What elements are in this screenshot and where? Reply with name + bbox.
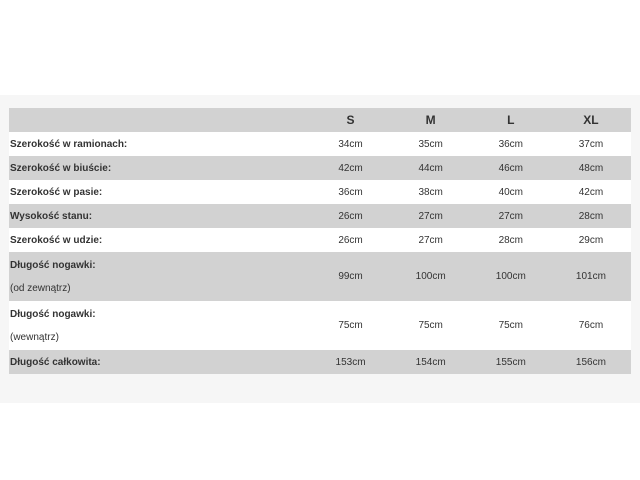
cell-value: 76cm xyxy=(551,301,631,350)
row-label xyxy=(9,301,310,350)
cell-value: 27cm xyxy=(391,204,471,228)
row-label: Długość całkowita: xyxy=(9,350,310,374)
cell-value: 48cm xyxy=(551,156,631,180)
cell-value: 37cm xyxy=(551,132,631,156)
header-size-l: L xyxy=(471,108,551,132)
cell-value: 99cm xyxy=(310,252,390,301)
header-size-xl: XL xyxy=(551,108,631,132)
table-row xyxy=(9,252,631,301)
header-corner xyxy=(9,108,310,132)
cell-value: 34cm xyxy=(310,132,390,156)
table-row xyxy=(9,132,631,156)
cell-value: 26cm xyxy=(310,204,390,228)
cell-value: 100cm xyxy=(471,252,551,301)
cell-value: 75cm xyxy=(310,301,390,350)
table-row xyxy=(9,204,631,228)
size-chart-table xyxy=(9,108,631,374)
cell-value: 156cm xyxy=(551,350,631,374)
cell-value: 153cm xyxy=(310,350,390,374)
cell-value: 42cm xyxy=(310,156,390,180)
row-label: Szerokość w pasie: xyxy=(9,180,310,204)
cell-value: 28cm xyxy=(551,204,631,228)
row-label xyxy=(9,252,310,301)
cell-value: 27cm xyxy=(391,228,471,252)
cell-value: 36cm xyxy=(471,132,551,156)
cell-value: 46cm xyxy=(471,156,551,180)
cell-value: 26cm xyxy=(310,228,390,252)
row-label-sub: (wewnątrz) xyxy=(10,331,59,343)
row-label-main: Długość nogawki: xyxy=(10,259,96,271)
cell-value: 28cm xyxy=(471,228,551,252)
row-label: Wysokość stanu: xyxy=(9,204,310,228)
row-label: Szerokość w udzie: xyxy=(9,228,310,252)
header-size-m: M xyxy=(391,108,471,132)
row-label-main: Długość nogawki: xyxy=(10,308,96,320)
table-header-row xyxy=(9,108,631,132)
cell-value: 27cm xyxy=(471,204,551,228)
header-size-s: S xyxy=(310,108,390,132)
table-row xyxy=(9,180,631,204)
cell-value: 38cm xyxy=(391,180,471,204)
cell-value: 154cm xyxy=(391,350,471,374)
cell-value: 75cm xyxy=(391,301,471,350)
cell-value: 155cm xyxy=(471,350,551,374)
row-label: Szerokość w biuście: xyxy=(9,156,310,180)
cell-value: 100cm xyxy=(391,252,471,301)
cell-value: 29cm xyxy=(551,228,631,252)
table-row xyxy=(9,350,631,374)
cell-value: 40cm xyxy=(471,180,551,204)
row-label: Szerokość w ramionach: xyxy=(9,132,310,156)
table-row xyxy=(9,228,631,252)
cell-value: 42cm xyxy=(551,180,631,204)
table-row xyxy=(9,156,631,180)
cell-value: 36cm xyxy=(310,180,390,204)
cell-value: 101cm xyxy=(551,252,631,301)
cell-value: 75cm xyxy=(471,301,551,350)
row-label-sub: (od zewnątrz) xyxy=(10,282,71,294)
table-row xyxy=(9,301,631,350)
cell-value: 35cm xyxy=(391,132,471,156)
cell-value: 44cm xyxy=(391,156,471,180)
